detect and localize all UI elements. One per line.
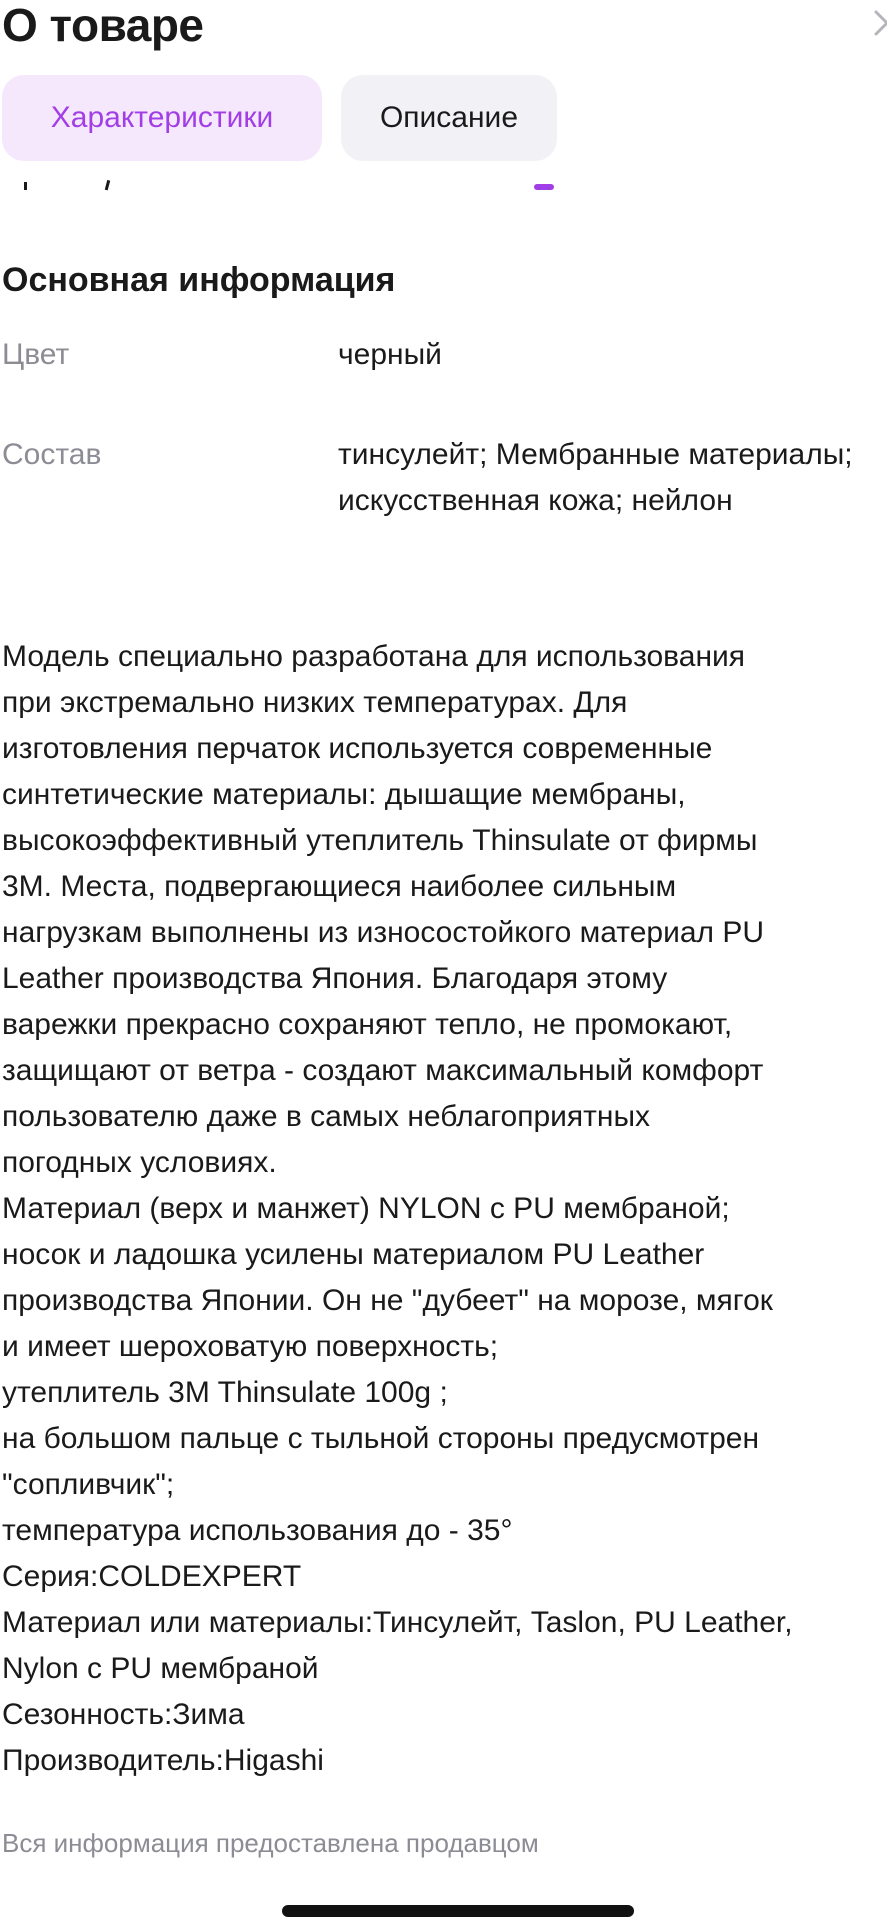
description-line: погодных условиях. xyxy=(2,1146,277,1179)
section-heading: Основная информация xyxy=(2,261,396,299)
tab-characteristics[interactable]: Характеристики xyxy=(2,75,322,161)
description-line: нагрузкам выполнены из износостойкого материал PU xyxy=(2,916,765,949)
description-line: высокоэффективный утеплитель Thinsulate от фирмы xyxy=(2,824,758,857)
description-line: 3М. Места, подвергающиеся наиболее сильным xyxy=(2,870,677,903)
description-line: Серия:COLDEXPERT xyxy=(2,1560,302,1593)
description-line: Материал (верх и манжет) NYLON с PU мембраной; xyxy=(2,1192,730,1225)
description-line: носок и ладошка усилены материалом PU Leather xyxy=(2,1238,705,1271)
home-indicator[interactable] xyxy=(282,1905,634,1917)
description-line: Nylon с PU мембраной xyxy=(2,1652,319,1685)
close-icon[interactable] xyxy=(872,8,887,38)
description-line: изготовления перчаток используется современные xyxy=(2,732,713,765)
description-line: Сезонность:Зима xyxy=(2,1698,245,1731)
description-line: температура использования до - 35° xyxy=(2,1514,513,1547)
description-line: пользователю даже в самых неблагоприятных xyxy=(2,1100,651,1133)
description-line: и имеет шероховатую поверхность; xyxy=(2,1330,499,1363)
attribute-label-color: Цвет xyxy=(2,338,70,371)
description-line: Модель специально разработана для использования xyxy=(2,640,746,673)
description-line: на большом пальце с тыльной стороны предусмотрен xyxy=(2,1422,760,1455)
description-text xyxy=(2,634,887,1784)
description-line: варежки прекрасно сохраняют тепло, не промокают, xyxy=(2,1008,733,1041)
description-line: при экстремально низких температурах. Для xyxy=(2,686,628,719)
description-line: утеплитель 3M Thinsulate 100g ; xyxy=(2,1376,448,1409)
description-line: защищают от ветра - создают максимальный комфорт xyxy=(2,1054,764,1087)
tab-description[interactable]: Описание xyxy=(341,75,557,161)
description-line: "сопливчик"; xyxy=(2,1468,175,1501)
description-line: Leather производства Япония. Благодаря этому xyxy=(2,962,668,995)
page-title: О товаре xyxy=(2,0,204,51)
scrolled-content-remnant xyxy=(0,178,887,194)
description-line: Материал или материалы:Тинсулейт, Taslon, PU Leather, xyxy=(2,1606,793,1639)
attribute-value-composition: тинсулейт; Мембранные материалы; искусственная кожа; нейлон xyxy=(338,438,853,517)
attribute-label-composition: Состав xyxy=(2,438,102,471)
seller-disclaimer: Вся информация предоставлена продавцом xyxy=(2,1828,539,1858)
description-line: производства Японии. Он не "дубеет" на морозе, мягок xyxy=(2,1284,773,1317)
attribute-value-color: черный xyxy=(338,338,442,371)
description-line: синтетические материалы: дышащие мембраны, xyxy=(2,778,686,811)
description-line: Производитель:Higashi xyxy=(2,1744,324,1777)
